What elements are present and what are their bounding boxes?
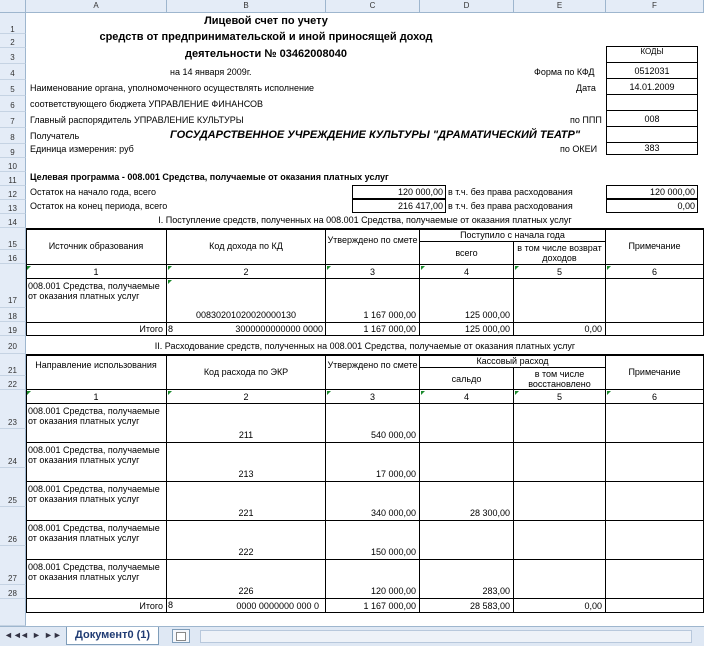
horizontal-scrollbar[interactable] [200,630,692,643]
s2-itogo-label-text: Итого [139,601,163,611]
row-header[interactable]: 26 [0,507,26,546]
balance-start-note-value: 120 000,00 [649,187,695,197]
row-header[interactable]: 15 [0,228,26,250]
row-header[interactable]: 13 [0,200,26,214]
s1-header-total-text: всего [455,248,478,258]
row-header[interactable]: 10 [0,158,26,172]
s2-row-source[interactable]: 008.001 Средства, получаемые от оказания платных услуг [26,482,167,521]
s2-row-approved[interactable]: 340 000,00 [326,482,420,521]
s2-itogo-note [606,599,704,613]
balance-end-note: в т.ч. без права расходования [448,201,573,211]
s2-row-note[interactable] [606,443,704,482]
codes-label: КОДЫ [640,47,664,56]
s1-num-3: 3 [326,265,420,279]
column-header-bar [0,0,704,13]
row-header[interactable]: 25 [0,468,26,507]
s2-row-source[interactable]: 008.001 Средства, получаемые от оказания платных услуг [26,443,167,482]
balance-end-value: 216 417,00 [397,201,443,211]
s1-header-received [420,229,606,242]
s2-itogo-restored: 0,00 [514,599,606,613]
form-kfd-label: Форма по КФД [534,67,595,77]
first-sheet-button[interactable]: ◄◄ [4,630,22,640]
s1-header-approved-text: Утверждено по смете [327,235,418,245]
s2-header-direction-text: Направление использования [35,360,157,370]
organ-label: Наименование органа, уполномоченного осуществлять исполнение [30,83,314,93]
row-header[interactable]: 28 [0,585,26,599]
row-header[interactable]: 7 [0,112,26,128]
okei-label: по ОКЕИ [560,144,598,154]
row-header[interactable]: 19 [0,322,26,336]
s2-header-direction [26,355,167,390]
s2-row-restored[interactable] [514,560,606,599]
s2-header-code-text: Код расхода по ЭКР [203,367,289,377]
row-header[interactable]: 27 [0,546,26,585]
row-header[interactable]: 8 [0,128,26,144]
okei-code: 383 [644,143,660,153]
date-line: на 14 января 2009г. [170,67,252,77]
s1-row-source[interactable]: 008.001 Средства, получаемые от оказания платных услуг [26,279,167,323]
balance-start-value: 120 000,00 [397,187,443,197]
row-header[interactable]: 22 [0,376,26,390]
sheet-page-icon [176,632,186,641]
s1-header-received-text: Поступило с начала года [460,230,565,240]
s2-row-source[interactable]: 008.001 Средства, получаемые от оказания платных услуг [26,560,167,599]
row-header[interactable]: 20 [0,336,26,354]
s2-itogo-code: 8 [168,600,174,610]
s2-row-code[interactable]: 221 [167,482,326,521]
title-line-1: Лицевой счет по учету [204,15,328,27]
s1-itogo-refund: 0,00 [514,323,606,336]
row-header[interactable]: 3 [0,48,26,64]
column-header-c[interactable]: C [326,0,420,12]
s2-row-source[interactable]: 008.001 Средства, получаемые от оказания платных услуг [26,404,167,443]
section2-title: II. Расходование средств, полученных на 008.001 Средства, получаемые от оказания платных услуг [154,341,576,351]
s1-header-approved [326,229,420,265]
s2-header-saldo-text: сальдо [451,374,482,384]
row-header[interactable]: 17 [0,264,26,308]
s2-header-saldo [420,368,514,390]
column-header-f[interactable]: F [606,0,704,12]
insert-sheet-icon[interactable] [172,629,190,643]
s2-header-approved [326,355,420,390]
s1-num-4: 4 [420,265,514,279]
s1-num-6: 6 [606,265,704,279]
balance-end-note-value: 0,00 [677,201,695,211]
s2-num-6: 6 [606,390,704,404]
s2-num-3: 3 [326,390,420,404]
next-sheet-button[interactable]: ► [32,630,41,640]
s1-itogo-code: 8 [168,324,174,334]
s1-header-refund [514,242,606,265]
s2-header-approved-text: Утверждено по смете [327,360,418,370]
s2-row-approved[interactable]: 120 000,00 [326,560,420,599]
s2-row-note[interactable] [606,521,704,560]
column-header-a[interactable]: A [26,0,167,12]
s2-header-code [167,355,326,390]
s1-header-source-text: Источник образования [48,241,144,251]
s2-row-saldo[interactable]: 28 300,00 [420,482,514,521]
select-all-corner[interactable] [0,0,26,12]
recipient-label: Получатель [30,131,80,141]
s1-header-note [606,229,704,265]
s2-row-restored[interactable] [514,443,606,482]
s1-num-5: 5 [514,265,606,279]
balance-end-label: Остаток на конец периода, всего [30,201,168,211]
s2-row-source[interactable]: 008.001 Средства, получаемые от оказания платных услуг [26,521,167,560]
s1-header-note-text: Примечание [628,241,681,251]
row-header-filler [0,599,26,626]
s1-itogo-note [606,323,704,336]
s2-row-restored[interactable] [514,482,606,521]
column-header-d[interactable]: D [420,0,514,12]
row-header[interactable]: 4 [0,64,26,80]
sheet-tab-active[interactable]: Документ0 (1) [66,627,159,645]
row-header[interactable]: 6 [0,96,26,112]
row-header[interactable]: 21 [0,354,26,376]
row-header[interactable]: 9 [0,144,26,158]
budget-line: соответствующего бюджета УПРАВЛЕНИЕ ФИНАНСОВ [30,99,264,109]
s1-header-refund-text: в том числе возврат доходов [517,243,602,263]
prev-sheet-button[interactable]: ◄ [20,630,29,640]
s2-itogo-saldo: 28 583,00 [420,599,514,613]
s1-itogo-approved: 1 167 000,00 [326,323,420,336]
s2-row-note[interactable] [606,560,704,599]
s2-row-code[interactable]: 213 [167,443,326,482]
s1-num-1: 1 [26,265,167,279]
form-kfd-code: 0512031 [634,66,670,76]
worksheet[interactable] [26,13,704,623]
s2-header-restored-text: в том числе восстановлено [528,369,591,389]
s1-row-code[interactable]: 00830201020020000130 [167,279,326,323]
s1-itogo-total: 125 000,00 [420,323,514,336]
s2-row-code[interactable]: 226 [167,560,326,599]
balance-start-label: Остаток на начало года, всего [30,187,157,197]
row-header[interactable]: 23 [0,390,26,429]
s2-itogo-label [26,599,167,613]
manager-line: Главный распорядитель УПРАВЛЕНИЕ КУЛЬТУРЫ [30,115,244,125]
unit-line: Единица измерения: руб [30,144,134,154]
s2-row-restored[interactable] [514,404,606,443]
last-sheet-button[interactable]: ►► [44,630,62,640]
row-header[interactable]: 11 [0,172,26,186]
row-header[interactable]: 5 [0,80,26,96]
s2-row-note[interactable] [606,404,704,443]
sheet-tab-bar [0,626,704,646]
row-header[interactable]: 1 [0,13,26,34]
s1-itogo-code2: 3000000000000 0000 [167,323,326,336]
row-header[interactable]: 16 [0,250,26,264]
s2-row-saldo[interactable]: 283,00 [420,560,514,599]
s2-row-note[interactable] [606,482,704,521]
ppp-code: 008 [644,114,660,124]
row-header[interactable]: 18 [0,308,26,322]
s1-itogo-label [26,323,167,336]
s1-row-refund[interactable] [514,279,606,323]
s2-header-restored [514,368,606,390]
s2-row-approved[interactable]: 150 000,00 [326,521,420,560]
balance-start-note: в т.ч. без права расходования [448,187,573,197]
row-header[interactable]: 2 [0,34,26,48]
title-line-3: деятельности № 03462008040 [185,48,347,60]
s1-header-source [26,229,167,265]
title-line-2: средств от предпринимательской и иной приносящей доход [99,31,433,43]
s1-header-code-text: Код дохода по КД [209,241,283,251]
date-code: 14.01.2009 [629,82,675,92]
s2-num-4: 4 [420,390,514,404]
s2-header-cash-text: Кассовый расход [476,356,549,366]
s1-itogo-label-text: Итого [139,324,163,334]
date-label: Дата [576,83,596,93]
s2-row-saldo[interactable] [420,404,514,443]
s2-row-code[interactable]: 222 [167,521,326,560]
s2-num-1: 1 [26,390,167,404]
row-header[interactable]: 12 [0,186,26,200]
s2-num-2: 2 [167,390,326,404]
s2-row-approved[interactable]: 540 000,00 [326,404,420,443]
s2-header-note-text: Примечание [628,367,681,377]
s1-num-2: 2 [167,265,326,279]
s1-row-total[interactable]: 125 000,00 [420,279,514,323]
s2-header-cash [420,355,606,368]
s2-row-restored[interactable] [514,521,606,560]
s2-itogo-approved: 1 167 000,00 [326,599,420,613]
s1-row-note[interactable] [606,279,704,323]
program-title: Целевая программа - 008.001 Средства, получаемые от оказания платных услуг [30,172,389,182]
s2-header-note [606,355,704,390]
column-header-b[interactable]: B [167,0,326,12]
row-header[interactable]: 24 [0,429,26,468]
s1-header-code [167,229,326,265]
s2-row-saldo[interactable] [420,443,514,482]
ppp-label: по ППП [570,115,602,125]
s2-itogo-code2: 0000 0000000 000 0 [167,599,326,613]
s1-header-total [420,242,514,265]
s2-num-5: 5 [514,390,606,404]
s2-row-code[interactable]: 211 [167,404,326,443]
s2-row-approved[interactable]: 17 000,00 [326,443,420,482]
recipient-name: ГОСУДАРСТВЕННОЕ УЧРЕЖДЕНИЕ КУЛЬТУРЫ "ДРАМАТИЧЕСКИЙ ТЕАТР" [170,129,581,141]
s1-row-approved[interactable]: 1 167 000,00 [326,279,420,323]
s2-row-saldo[interactable] [420,521,514,560]
section1-title: I. Поступление средств, полученных на 008.001 Средства, получаемые от оказания платных услуг [158,215,572,225]
row-header[interactable]: 14 [0,214,26,228]
column-header-e[interactable]: E [514,0,606,12]
